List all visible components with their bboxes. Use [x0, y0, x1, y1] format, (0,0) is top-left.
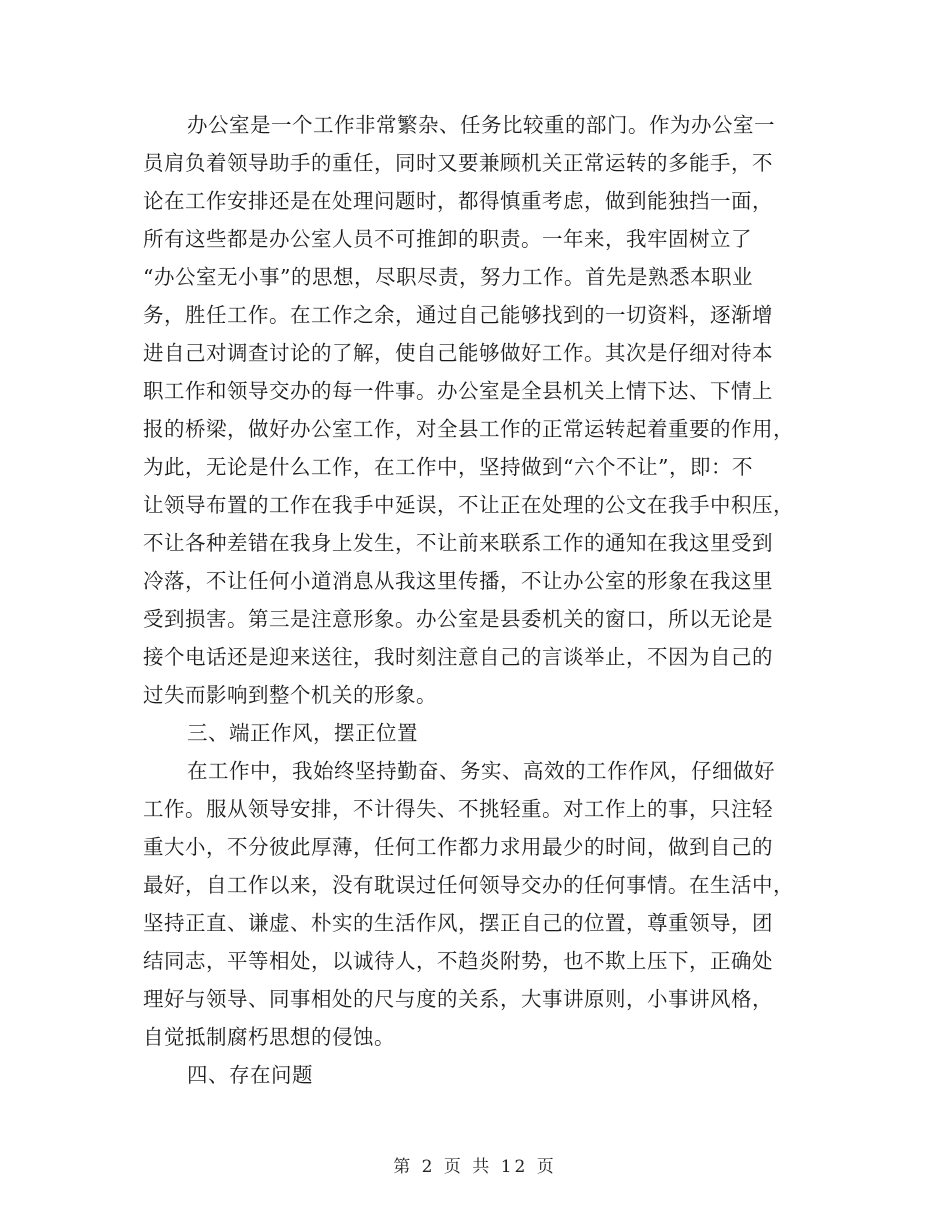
text-line: 结同志，平等相处，以诚待人，不趋炎附势，也不欺上压下，正确处 — [143, 949, 773, 973]
text-line: 报的桥梁，做好办公室工作，对全县工作的正常运转起着重要的作用， — [143, 417, 794, 441]
text-line: 让领导布置的工作在我手中延误，不让正在处理的公文在我手中积压， — [143, 493, 794, 517]
text-line: 接个电话还是迎来送往，我时刻注意自己的言谈举止，不因为自己的 — [143, 645, 773, 669]
text-line: 过失而影响到整个机关的形象。 — [143, 683, 437, 707]
text-line: 在工作中，我始终坚持勤奋、务实、高效的工作作风，仔细做好 — [187, 759, 775, 783]
text-line: 务，胜任工作。在工作之余，通过自己能够找到的一切资料，逐渐增 — [143, 303, 773, 327]
page-number-footer: 第 2 页 共 12 页 — [393, 1157, 557, 1177]
text-line: 冷落，不让任何小道消息从我这里传播，不让办公室的形象在我这里 — [143, 569, 773, 593]
text-line: 为此，无论是什么工作，在工作中，坚持做到“六个不让”，即：不 — [143, 455, 753, 479]
text-line: 工作。服从领导安排，不计得失、不挑轻重。对工作上的事，只注轻 — [143, 797, 773, 821]
text-line: 员肩负着领导助手的重任，同时又要兼顾机关正常运转的多能手，不 — [143, 151, 773, 175]
text-line: 最好，自工作以来，没有耽误过任何领导交办的任何事情。在生活中， — [143, 873, 794, 897]
text-line: 所有这些都是办公室人员不可推卸的职责。一年来，我牢固树立了 — [143, 227, 752, 251]
text-line: 自觉抵制腐朽思想的侵蚀。 — [143, 1025, 395, 1049]
text-line: 坚持正直、谦虚、朴实的生活作风，摆正自己的位置，尊重领导，团 — [143, 911, 773, 935]
text-line: 论在工作安排还是在处理问题时，都得慎重考虑，做到能独挡一面， — [143, 189, 773, 213]
text-line: 办公室是一个工作非常繁杂、任务比较重的部门。作为办公室一 — [187, 113, 775, 137]
text-line: 理好与领导、同事相处的尺与度的关系，大事讲原则，小事讲风格， — [143, 987, 773, 1011]
text-line: 职工作和领导交办的每一件事。办公室是全县机关上情下达、下情上 — [143, 379, 773, 403]
section-heading: 四、存在问题 — [187, 1063, 313, 1087]
text-line: “办公室无小事”的思想，尽职尽责，努力工作。首先是熟悉本职业 — [143, 265, 753, 289]
text-line: 进自己对调查讨论的了解，使自己能够做好工作。其次是仔细对待本 — [143, 341, 773, 365]
section-heading: 三、端正作风，摆正位置 — [187, 721, 418, 745]
document-body — [143, 106, 807, 1094]
text-line: 受到损害。第三是注意形象。办公室是县委机关的窗口，所以无论是 — [143, 607, 773, 631]
text-line: 重大小，不分彼此厚薄，任何工作都力求用最少的时间，做到自己的 — [143, 835, 773, 859]
text-line: 不让各种差错在我身上发生，不让前来联系工作的通知在我这里受到 — [143, 531, 773, 555]
